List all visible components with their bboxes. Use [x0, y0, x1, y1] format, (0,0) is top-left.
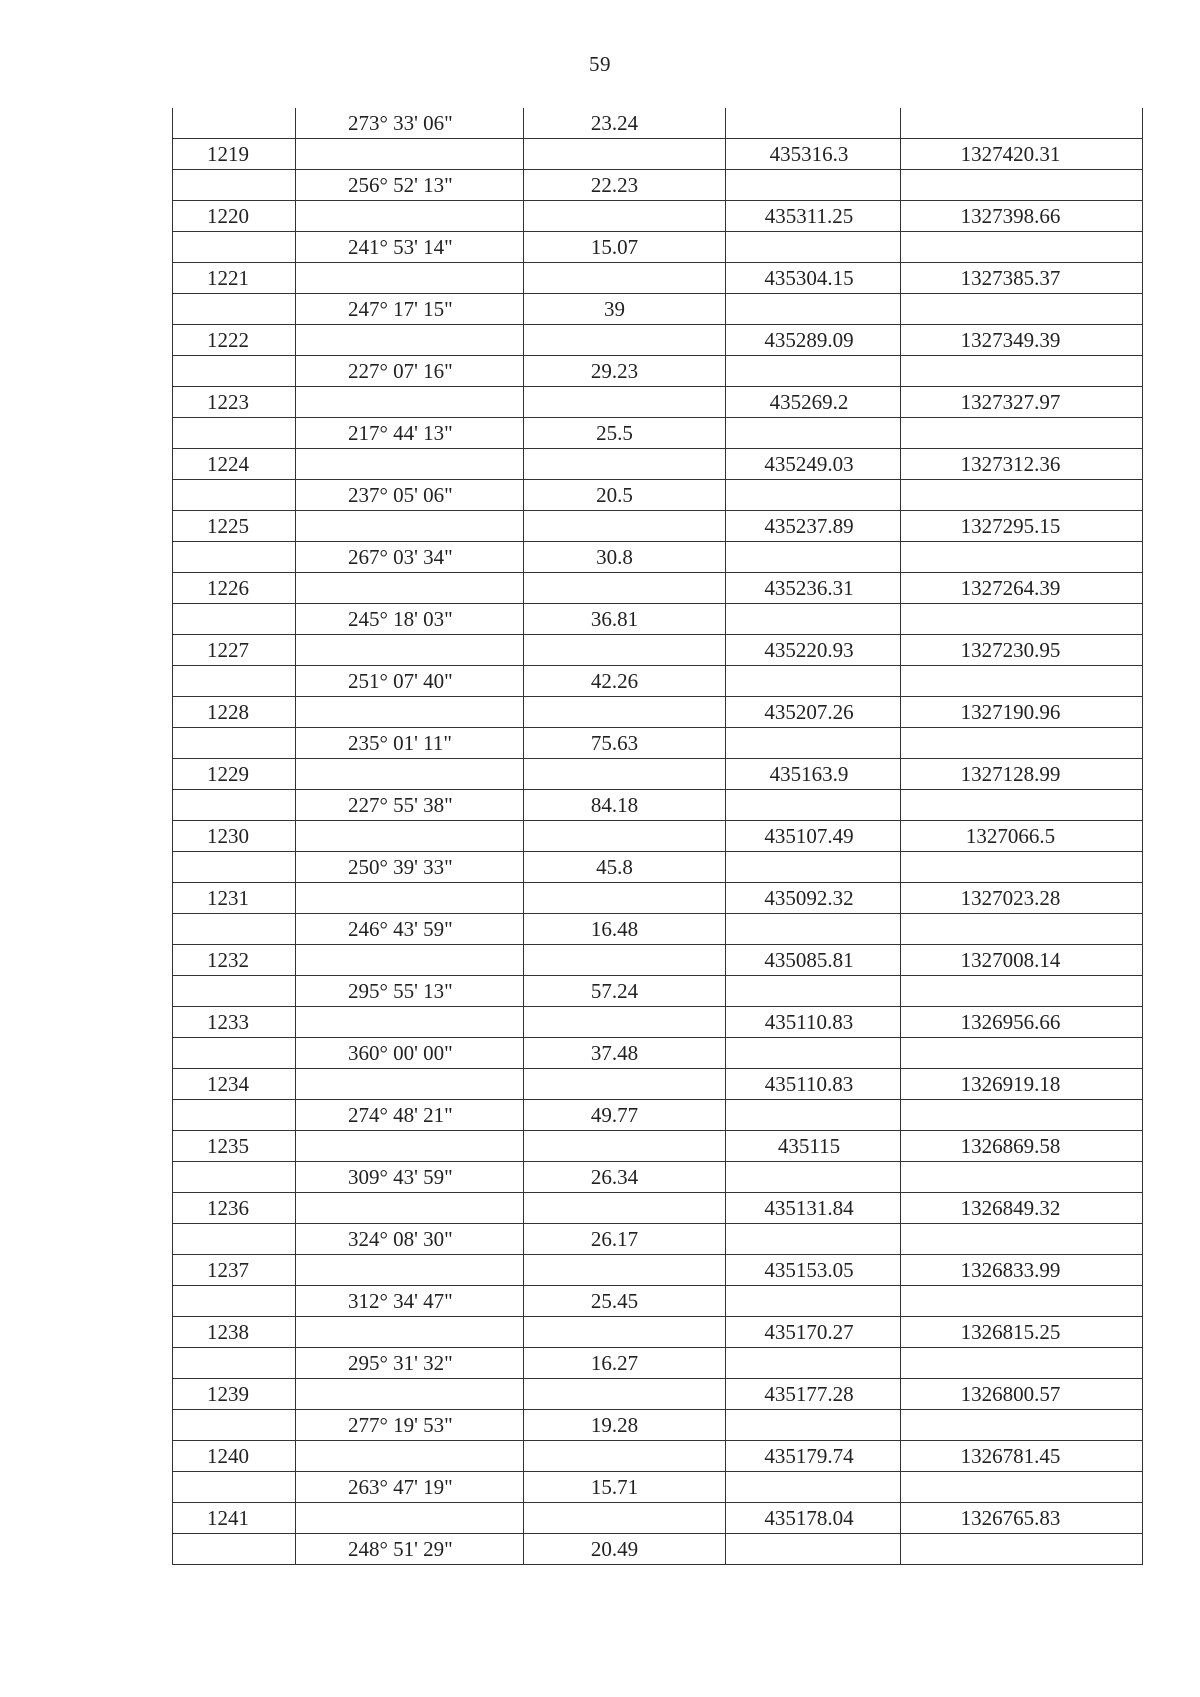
easting-cell: 435179.74	[726, 1441, 901, 1472]
distance-cell: 42.26	[524, 666, 726, 697]
distance-cell: 25.45	[524, 1286, 726, 1317]
bearing-cell	[296, 945, 524, 976]
distance-cell	[524, 821, 726, 852]
northing-cell: 1326919.18	[901, 1069, 1143, 1100]
bearing-cell	[296, 325, 524, 356]
northing-cell	[901, 1472, 1143, 1503]
point-id-cell: 1227	[173, 635, 296, 666]
distance-cell	[524, 1193, 726, 1224]
easting-cell: 435177.28	[726, 1379, 901, 1410]
easting-cell: 435153.05	[726, 1255, 901, 1286]
northing-cell: 1327385.37	[901, 263, 1143, 294]
easting-cell: 435092.32	[726, 883, 901, 914]
table-row-point	[173, 1255, 1143, 1286]
bearing-cell	[296, 1069, 524, 1100]
easting-cell: 435107.49	[726, 821, 901, 852]
northing-cell	[901, 914, 1143, 945]
distance-cell: 39	[524, 294, 726, 325]
northing-cell	[901, 790, 1143, 821]
table-row-point	[173, 263, 1143, 294]
northing-cell	[901, 294, 1143, 325]
bearing-cell	[296, 1503, 524, 1534]
point-id-cell	[173, 790, 296, 821]
easting-cell	[726, 976, 901, 1007]
easting-cell: 435178.04	[726, 1503, 901, 1534]
northing-cell: 1326765.83	[901, 1503, 1143, 1534]
easting-cell	[726, 1224, 901, 1255]
easting-cell: 435311.25	[726, 201, 901, 232]
point-id-cell: 1231	[173, 883, 296, 914]
northing-cell: 1327295.15	[901, 511, 1143, 542]
distance-cell: 75.63	[524, 728, 726, 759]
bearing-cell: 251° 07' 40"	[296, 666, 524, 697]
point-id-cell: 1229	[173, 759, 296, 790]
northing-cell	[901, 418, 1143, 449]
northing-cell: 1327128.99	[901, 759, 1143, 790]
northing-cell	[901, 232, 1143, 263]
point-id-cell: 1241	[173, 1503, 296, 1534]
easting-cell: 435115	[726, 1131, 901, 1162]
point-id-cell	[173, 728, 296, 759]
bearing-cell: 246° 43' 59"	[296, 914, 524, 945]
table-row-point	[173, 1069, 1143, 1100]
bearing-cell: 227° 07' 16"	[296, 356, 524, 387]
distance-cell	[524, 1503, 726, 1534]
point-id-cell: 1233	[173, 1007, 296, 1038]
bearing-cell: 247° 17' 15"	[296, 294, 524, 325]
point-id-cell	[173, 1224, 296, 1255]
point-id-cell	[173, 1472, 296, 1503]
northing-cell	[901, 728, 1143, 759]
table-row-leg	[173, 666, 1143, 697]
distance-cell	[524, 697, 726, 728]
bearing-cell	[296, 883, 524, 914]
easting-cell: 435110.83	[726, 1007, 901, 1038]
table-row-leg	[173, 1038, 1143, 1069]
table-row-point	[173, 1503, 1143, 1534]
page-number: 59	[589, 52, 611, 76]
easting-cell	[726, 604, 901, 635]
table-row-leg	[173, 232, 1143, 263]
distance-cell	[524, 1255, 726, 1286]
northing-cell: 1327398.66	[901, 201, 1143, 232]
northing-cell	[901, 1038, 1143, 1069]
bearing-cell	[296, 1441, 524, 1472]
distance-cell: 15.71	[524, 1472, 726, 1503]
point-id-cell: 1225	[173, 511, 296, 542]
table-row-point	[173, 1007, 1143, 1038]
point-id-cell	[173, 852, 296, 883]
table-body	[173, 108, 1143, 1565]
northing-cell: 1327230.95	[901, 635, 1143, 666]
bearing-cell: 227° 55' 38"	[296, 790, 524, 821]
distance-cell	[524, 511, 726, 542]
table-row-leg	[173, 294, 1143, 325]
table-row-point	[173, 387, 1143, 418]
distance-cell	[524, 1379, 726, 1410]
northing-cell: 1327312.36	[901, 449, 1143, 480]
distance-cell: 26.34	[524, 1162, 726, 1193]
easting-cell: 435110.83	[726, 1069, 901, 1100]
point-id-cell	[173, 604, 296, 635]
bearing-cell	[296, 139, 524, 170]
table-row-leg	[173, 170, 1143, 201]
northing-cell	[901, 1534, 1143, 1565]
distance-cell	[524, 883, 726, 914]
table-row-leg	[173, 1100, 1143, 1131]
table-row-point	[173, 573, 1143, 604]
distance-cell: 49.77	[524, 1100, 726, 1131]
bearing-cell	[296, 1255, 524, 1286]
bearing-cell: 248° 51' 29"	[296, 1534, 524, 1565]
northing-cell: 1326781.45	[901, 1441, 1143, 1472]
distance-cell: 36.81	[524, 604, 726, 635]
distance-cell	[524, 573, 726, 604]
northing-cell	[901, 108, 1143, 139]
point-id-cell: 1234	[173, 1069, 296, 1100]
distance-cell: 20.49	[524, 1534, 726, 1565]
bearing-cell: 250° 39' 33"	[296, 852, 524, 883]
point-id-cell: 1240	[173, 1441, 296, 1472]
distance-cell	[524, 1131, 726, 1162]
bearing-cell	[296, 387, 524, 418]
northing-cell	[901, 1162, 1143, 1193]
point-id-cell: 1228	[173, 697, 296, 728]
table-row-point	[173, 325, 1143, 356]
easting-cell: 435269.2	[726, 387, 901, 418]
bearing-cell: 277° 19' 53"	[296, 1410, 524, 1441]
distance-cell	[524, 1069, 726, 1100]
northing-cell: 1327008.14	[901, 945, 1143, 976]
point-id-cell	[173, 356, 296, 387]
distance-cell: 20.5	[524, 480, 726, 511]
bearing-cell: 295° 31' 32"	[296, 1348, 524, 1379]
northing-cell	[901, 1348, 1143, 1379]
distance-cell: 19.28	[524, 1410, 726, 1441]
northing-cell	[901, 542, 1143, 573]
table-row-leg	[173, 1472, 1143, 1503]
bearing-cell	[296, 759, 524, 790]
bearing-cell: 312° 34' 47"	[296, 1286, 524, 1317]
northing-cell	[901, 852, 1143, 883]
easting-cell: 435237.89	[726, 511, 901, 542]
distance-cell: 16.27	[524, 1348, 726, 1379]
table-row-leg	[173, 542, 1143, 573]
easting-cell	[726, 852, 901, 883]
table-row-leg	[173, 976, 1143, 1007]
distance-cell: 29.23	[524, 356, 726, 387]
table-row-point	[173, 1379, 1143, 1410]
table-row-point	[173, 449, 1143, 480]
bearing-cell: 309° 43' 59"	[296, 1162, 524, 1193]
northing-cell: 1327066.5	[901, 821, 1143, 852]
point-id-cell: 1237	[173, 1255, 296, 1286]
northing-cell: 1327264.39	[901, 573, 1143, 604]
distance-cell	[524, 1441, 726, 1472]
easting-cell	[726, 170, 901, 201]
point-id-cell: 1238	[173, 1317, 296, 1348]
distance-cell	[524, 1007, 726, 1038]
northing-cell: 1327420.31	[901, 139, 1143, 170]
easting-cell	[726, 1348, 901, 1379]
point-id-cell: 1236	[173, 1193, 296, 1224]
easting-cell	[726, 728, 901, 759]
point-id-cell	[173, 976, 296, 1007]
easting-cell: 435085.81	[726, 945, 901, 976]
bearing-cell	[296, 697, 524, 728]
distance-cell	[524, 325, 726, 356]
bearing-cell: 256° 52' 13"	[296, 170, 524, 201]
table-row-leg	[173, 418, 1143, 449]
bearing-cell	[296, 635, 524, 666]
easting-cell: 435220.93	[726, 635, 901, 666]
point-id-cell	[173, 232, 296, 263]
northing-cell	[901, 666, 1143, 697]
table-row-leg	[173, 914, 1143, 945]
easting-cell	[726, 1038, 901, 1069]
northing-cell: 1327023.28	[901, 883, 1143, 914]
northing-cell	[901, 480, 1143, 511]
table-row-leg	[173, 1224, 1143, 1255]
bearing-cell	[296, 1131, 524, 1162]
table-row-point	[173, 139, 1143, 170]
point-id-cell	[173, 480, 296, 511]
point-id-cell	[173, 1410, 296, 1441]
northing-cell: 1327190.96	[901, 697, 1143, 728]
point-id-cell: 1224	[173, 449, 296, 480]
distance-cell	[524, 1317, 726, 1348]
table-row-leg	[173, 790, 1143, 821]
table-row-leg	[173, 604, 1143, 635]
point-id-cell: 1226	[173, 573, 296, 604]
point-id-cell: 1220	[173, 201, 296, 232]
bearing-cell	[296, 511, 524, 542]
table-row-leg	[173, 480, 1143, 511]
point-id-cell: 1235	[173, 1131, 296, 1162]
distance-cell: 16.48	[524, 914, 726, 945]
northing-cell	[901, 1286, 1143, 1317]
distance-cell	[524, 263, 726, 294]
point-id-cell: 1221	[173, 263, 296, 294]
point-id-cell: 1219	[173, 139, 296, 170]
table-row-leg	[173, 108, 1143, 139]
easting-cell	[726, 790, 901, 821]
table-row-leg	[173, 1534, 1143, 1565]
distance-cell: 26.17	[524, 1224, 726, 1255]
bearing-cell: 241° 53' 14"	[296, 232, 524, 263]
easting-cell: 435170.27	[726, 1317, 901, 1348]
bearing-cell: 360° 00' 00"	[296, 1038, 524, 1069]
point-id-cell: 1222	[173, 325, 296, 356]
table-row-point	[173, 511, 1143, 542]
distance-cell: 57.24	[524, 976, 726, 1007]
distance-cell: 37.48	[524, 1038, 726, 1069]
easting-cell: 435131.84	[726, 1193, 901, 1224]
bearing-cell: 217° 44' 13"	[296, 418, 524, 449]
easting-cell: 435289.09	[726, 325, 901, 356]
easting-cell	[726, 232, 901, 263]
table-row-leg	[173, 1286, 1143, 1317]
distance-cell: 30.8	[524, 542, 726, 573]
distance-cell	[524, 387, 726, 418]
distance-cell: 45.8	[524, 852, 726, 883]
easting-cell	[726, 542, 901, 573]
easting-cell	[726, 1534, 901, 1565]
easting-cell	[726, 418, 901, 449]
bearing-cell: 237° 05' 06"	[296, 480, 524, 511]
northing-cell	[901, 976, 1143, 1007]
point-id-cell	[173, 418, 296, 449]
easting-cell	[726, 480, 901, 511]
point-id-cell	[173, 108, 296, 139]
point-id-cell	[173, 1100, 296, 1131]
distance-cell	[524, 201, 726, 232]
point-id-cell: 1239	[173, 1379, 296, 1410]
point-id-cell: 1232	[173, 945, 296, 976]
bearing-cell	[296, 1193, 524, 1224]
northing-cell: 1326800.57	[901, 1379, 1143, 1410]
easting-cell	[726, 1100, 901, 1131]
bearing-cell	[296, 573, 524, 604]
distance-cell	[524, 945, 726, 976]
easting-cell	[726, 914, 901, 945]
bearing-cell	[296, 449, 524, 480]
bearing-cell: 235° 01' 11"	[296, 728, 524, 759]
northing-cell	[901, 1100, 1143, 1131]
bearing-cell: 274° 48' 21"	[296, 1100, 524, 1131]
easting-cell	[726, 666, 901, 697]
point-id-cell	[173, 1162, 296, 1193]
table-row-point	[173, 201, 1143, 232]
table-row-point	[173, 945, 1143, 976]
northing-cell: 1327349.39	[901, 325, 1143, 356]
easting-cell: 435316.3	[726, 139, 901, 170]
distance-cell: 23.24	[524, 108, 726, 139]
table-row-point	[173, 1131, 1143, 1162]
easting-cell: 435163.9	[726, 759, 901, 790]
point-id-cell	[173, 1348, 296, 1379]
northing-cell: 1326849.32	[901, 1193, 1143, 1224]
easting-cell: 435207.26	[726, 697, 901, 728]
table-row-leg	[173, 1348, 1143, 1379]
bearing-cell	[296, 263, 524, 294]
table-row-leg	[173, 356, 1143, 387]
bearing-cell	[296, 1007, 524, 1038]
easting-cell	[726, 1472, 901, 1503]
table-row-leg	[173, 1162, 1143, 1193]
northing-cell	[901, 356, 1143, 387]
bearing-cell: 273° 33' 06"	[296, 108, 524, 139]
distance-cell	[524, 449, 726, 480]
northing-cell	[901, 1224, 1143, 1255]
northing-cell: 1326833.99	[901, 1255, 1143, 1286]
bearing-cell	[296, 201, 524, 232]
easting-cell	[726, 1410, 901, 1441]
table-row-point	[173, 697, 1143, 728]
northing-cell: 1327327.97	[901, 387, 1143, 418]
point-id-cell	[173, 170, 296, 201]
distance-cell	[524, 139, 726, 170]
point-id-cell: 1223	[173, 387, 296, 418]
distance-cell	[524, 759, 726, 790]
bearing-cell: 267° 03' 34"	[296, 542, 524, 573]
table-row-point	[173, 635, 1143, 666]
easting-cell	[726, 294, 901, 325]
bearing-cell	[296, 821, 524, 852]
northing-cell: 1326815.25	[901, 1317, 1143, 1348]
easting-cell	[726, 1162, 901, 1193]
point-id-cell	[173, 1286, 296, 1317]
bearing-cell: 245° 18' 03"	[296, 604, 524, 635]
northing-cell	[901, 1410, 1143, 1441]
easting-cell	[726, 108, 901, 139]
easting-cell: 435304.15	[726, 263, 901, 294]
northing-cell: 1326869.58	[901, 1131, 1143, 1162]
table-row-leg	[173, 728, 1143, 759]
table-row-point	[173, 821, 1143, 852]
distance-cell: 22.23	[524, 170, 726, 201]
table-row-leg	[173, 852, 1143, 883]
point-id-cell	[173, 1038, 296, 1069]
table-row-leg	[173, 1410, 1143, 1441]
table-row-point	[173, 759, 1143, 790]
point-id-cell	[173, 542, 296, 573]
distance-cell: 15.07	[524, 232, 726, 263]
table-row-point	[173, 1317, 1143, 1348]
northing-cell: 1326956.66	[901, 1007, 1143, 1038]
point-id-cell	[173, 914, 296, 945]
table-row-point	[173, 1441, 1143, 1472]
distance-cell: 84.18	[524, 790, 726, 821]
table-row-point	[173, 883, 1143, 914]
easting-cell: 435236.31	[726, 573, 901, 604]
easting-cell	[726, 356, 901, 387]
distance-cell: 25.5	[524, 418, 726, 449]
table-row-point	[173, 1193, 1143, 1224]
easting-cell: 435249.03	[726, 449, 901, 480]
bearing-cell: 295° 55' 13"	[296, 976, 524, 1007]
bearing-cell: 324° 08' 30"	[296, 1224, 524, 1255]
bearing-cell	[296, 1379, 524, 1410]
point-id-cell	[173, 1534, 296, 1565]
survey-coordinate-table	[172, 108, 1143, 1565]
point-id-cell	[173, 294, 296, 325]
bearing-cell	[296, 1317, 524, 1348]
northing-cell	[901, 170, 1143, 201]
distance-cell	[524, 635, 726, 666]
easting-cell	[726, 1286, 901, 1317]
point-id-cell	[173, 666, 296, 697]
point-id-cell: 1230	[173, 821, 296, 852]
bearing-cell: 263° 47' 19"	[296, 1472, 524, 1503]
northing-cell	[901, 604, 1143, 635]
